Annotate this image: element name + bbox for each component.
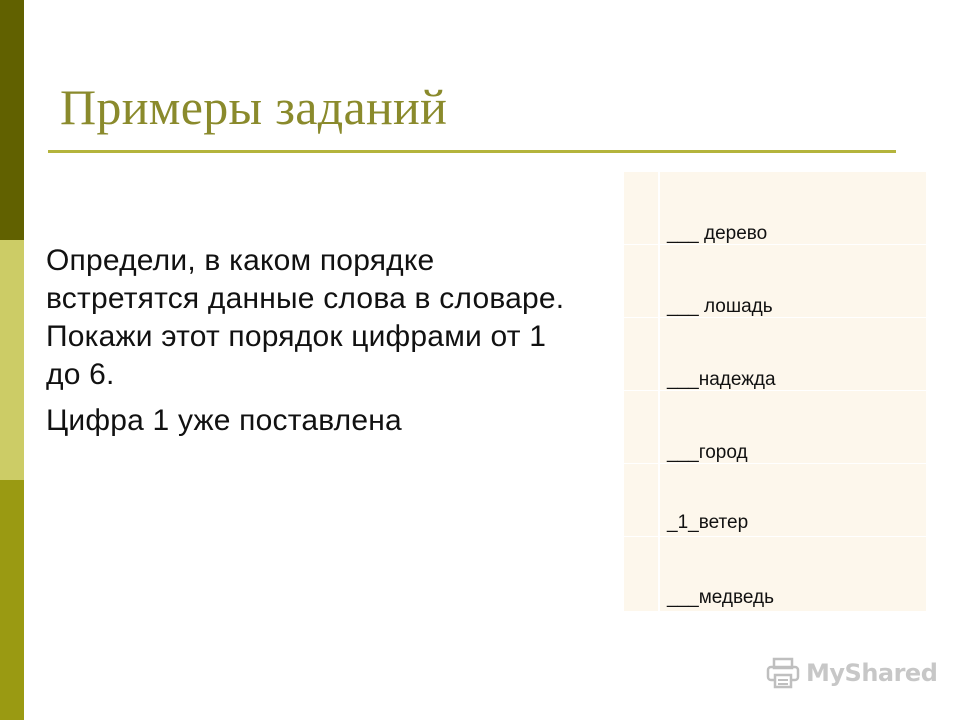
sidebar-stripe-middle (0, 240, 24, 480)
task-note: Цифра 1 уже поставлена (46, 404, 402, 437)
task-line: до 6. (46, 358, 115, 391)
word-row (624, 463, 926, 537)
word-row (624, 536, 926, 612)
word-item: ___ лошадь (667, 296, 773, 317)
word-item: ___город (667, 442, 748, 463)
title-underline (48, 150, 896, 153)
task-line: Покажи этот порядок цифрами от 1 (46, 320, 547, 353)
watermark-text: MyShared (806, 659, 938, 687)
answer-cell (624, 318, 660, 391)
answer-cell (624, 245, 660, 318)
printer-logo-icon (766, 657, 800, 689)
sidebar-stripe-top (0, 0, 24, 240)
slide-title: Примеры заданий (60, 79, 448, 135)
answer-cell (624, 391, 660, 464)
task-line: Определи, в каком порядке (46, 244, 435, 277)
answer-cell (624, 464, 660, 537)
task-line: встретятся данные слова в словаре. (46, 282, 565, 315)
word-row (624, 171, 926, 245)
word-item: _1_ветер (667, 512, 749, 533)
word-list-table (624, 171, 926, 611)
word-item: ___надежда (667, 369, 776, 390)
watermark (766, 655, 937, 691)
word-row (624, 390, 926, 464)
answer-cell (624, 172, 660, 245)
sidebar-stripe-bottom (0, 480, 24, 720)
task-text (46, 242, 624, 440)
word-row (624, 317, 926, 391)
word-item: ___медведь (667, 587, 775, 608)
word-row (624, 244, 926, 318)
answer-cell (624, 537, 660, 612)
word-item: ___ дерево (667, 223, 768, 244)
